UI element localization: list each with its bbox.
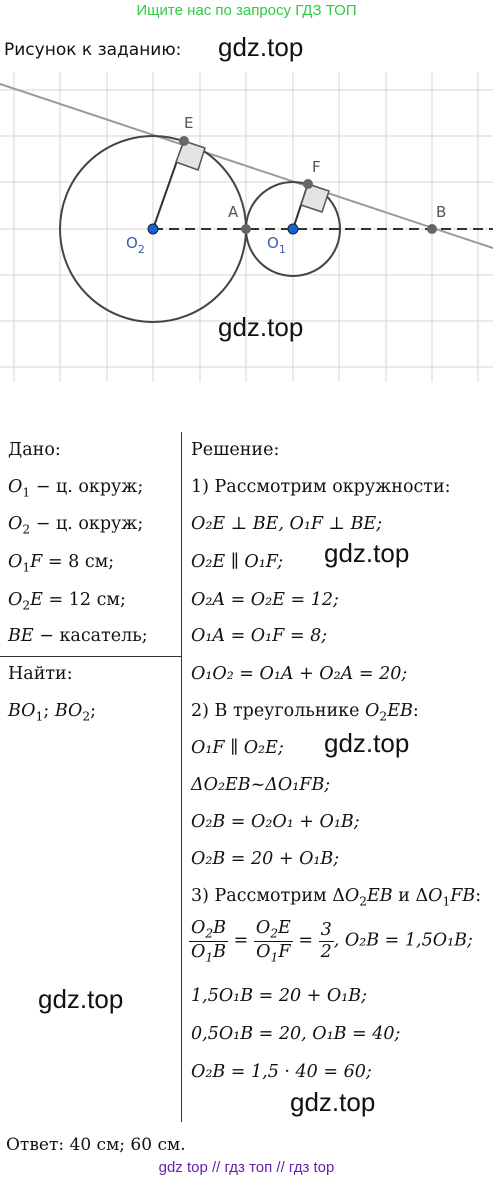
watermark: gdz.top	[324, 728, 410, 758]
watermark: gdz.top	[218, 312, 304, 342]
solution-step: 3) Рассмотрим $\Delta O_2EB$ и $\Delta O_1FB$:	[191, 886, 482, 909]
given-divider	[0, 656, 182, 657]
find-line: $BO_1$; $BO_2$;	[8, 701, 97, 724]
solution-line: O₂A = O₂E = 12;	[191, 590, 339, 610]
label-o2: $O_2$	[126, 234, 145, 256]
given-title: Дано:	[8, 440, 61, 460]
figure-label: Рисунок к заданию:	[4, 40, 182, 60]
point-o2	[148, 224, 158, 234]
solution-line: 1,5O₁B = 20 + O₁B;	[191, 986, 368, 1006]
footer-links[interactable]: gdz top // гдз топ // гдз top	[158, 1159, 335, 1176]
solution-line: O₁A = O₁F = 8;	[191, 626, 328, 646]
label-f: F	[312, 158, 321, 176]
label-a: A	[228, 203, 239, 221]
point-e	[179, 136, 189, 146]
solution-line: 0,5O₁B = 20, O₁B = 40;	[191, 1024, 401, 1044]
solution-line: O₁F ∥ O₂E;	[191, 738, 284, 758]
right-angle-f	[301, 184, 329, 212]
watermark: gdz.top	[218, 32, 304, 62]
label-e: E	[184, 114, 194, 132]
solution-line: O₂E ∥ O₁F;	[191, 552, 284, 572]
ratio-equation: $\frac{O_2B}{O_1B}$ = $\frac{O_2E}{O_1F}$ = $\frac{3}{2}$ , O₂B = 1,5O₁B;	[191, 918, 473, 965]
given-line: $O_2E = 12$ см;	[8, 590, 126, 613]
column-divider	[181, 432, 182, 1122]
answer-text: Ответ: 40 см; 60 см.	[6, 1135, 186, 1155]
given-line: $O_2 - ц$. окруж;	[8, 514, 144, 537]
point-b	[427, 224, 437, 234]
watermark: gdz.top	[324, 538, 410, 568]
solution-step: 1) Рассмотрим окружности:	[191, 477, 451, 497]
find-title: Найти:	[8, 664, 73, 684]
solution-line: O₂B = 1,5 · 40 = 60;	[191, 1062, 372, 1082]
solution-line: ΔO₂EB~ΔO₁FB;	[191, 775, 331, 795]
solution-line: O₂B = O₂O₁ + O₁B;	[191, 812, 360, 832]
watermark: gdz.top	[38, 984, 124, 1014]
point-o1	[288, 224, 298, 234]
solution-line: O₂B = 20 + O₁B;	[191, 849, 340, 869]
watermark: gdz.top	[290, 1087, 376, 1117]
given-line: BE − касатель;	[8, 626, 148, 646]
label-o1: $O_1$	[267, 234, 286, 256]
promo-link[interactable]: Ищите нас по запросу ГДЗ ТОП	[136, 2, 357, 19]
given-line: $O_1 - ц$. окруж;	[8, 477, 144, 500]
right-angle-e	[176, 141, 205, 170]
solution-line: O₂E ⊥ BE, O₁F ⊥ BE;	[191, 514, 383, 534]
given-line: $O_1F = 8$ см;	[8, 552, 115, 575]
point-a	[241, 224, 251, 234]
solution-step: 2) В треугольнике $O_2EB$:	[191, 701, 419, 724]
point-f	[303, 179, 313, 189]
label-b: B	[436, 203, 447, 221]
solution-title: Решение:	[191, 440, 280, 460]
solution-line: O₁O₂ = O₁A + O₂A = 20;	[191, 664, 408, 684]
